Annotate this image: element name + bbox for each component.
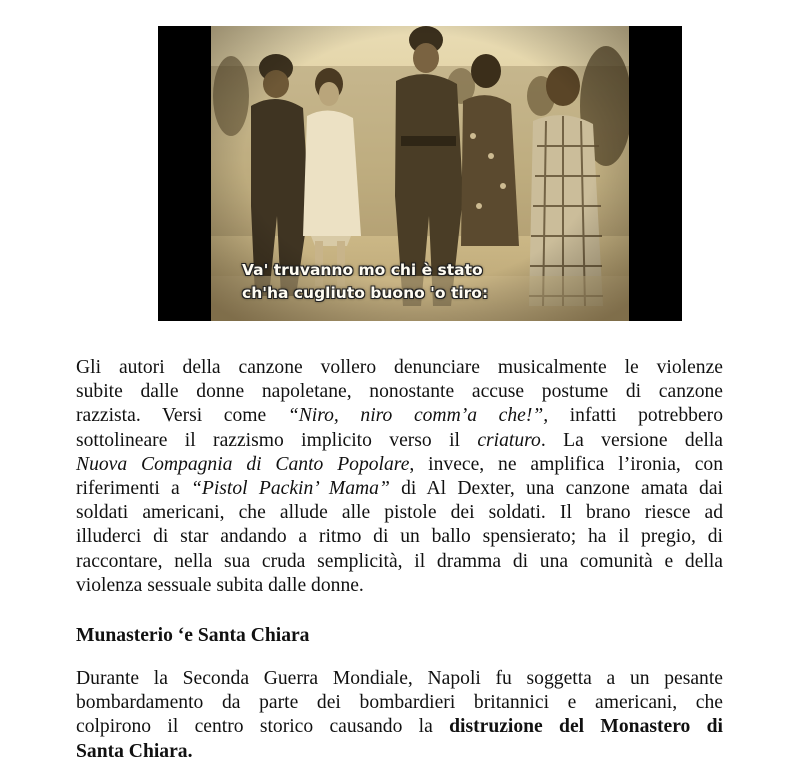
- text-line: bombardamento da parte dei bombardieri britannici e americani, che: [76, 692, 723, 714]
- section-heading: Munasterio ‘e Santa Chiara: [76, 625, 310, 646]
- text-line: Durante la Seconda Guerra Mondiale, Napoli fu soggetta a un pesante: [76, 668, 723, 689]
- subtitle-line: ch'ha cugliuto buono 'o tiro:: [242, 284, 489, 302]
- italic-song-title: “Pistol Packin’ Mama”: [191, 478, 390, 500]
- text-line: soldati americani, che allude alle pistole dei soldati. Il brano riesce ad: [76, 502, 723, 524]
- text-line: subite dalle donne napoletane, nonostante accuse postume di canzone: [76, 381, 723, 403]
- paragraph-santa-chiara: [76, 667, 723, 764]
- quoted-verse: “Niro, niro comm’a che!”,: [287, 405, 549, 427]
- text-line: riferimenti a “Pistol Packin’ Mama” di Al Dexter, una canzone amata dai: [76, 478, 723, 500]
- video-subtitles: [158, 259, 682, 305]
- text-line: colpirono il centro storico causando la distruzione del Monastero di: [76, 716, 723, 738]
- bold-phrase: distruzione del Monastero di: [449, 716, 723, 738]
- text-line: sottolineare il razzismo implicito verso il criaturo. La versione della: [76, 429, 724, 451]
- text-line: illuderci di star andando a ritmo di un ballo spensierato; ha il pregio, di: [76, 526, 723, 548]
- italic-term: criaturo: [477, 429, 541, 451]
- paragraph-song-analysis: [76, 356, 723, 598]
- text-line: raccontare, nella sua cruda semplicità, il dramma di una comunità e della: [76, 550, 723, 572]
- text-line: Gli autori della canzone vollero denunciare musicalmente le violenze: [76, 357, 723, 378]
- italic-ensemble-name: Nuova Compagnia di Canto Popolare: [76, 453, 410, 475]
- text-line: violenza sessuale subita dalle donne.: [76, 574, 364, 596]
- text-line: Nuova Compagnia di Canto Popolare, invece, ne amplifica l’ironia, con: [76, 453, 723, 475]
- video-frame[interactable]: [158, 26, 682, 321]
- subtitle-line: Va' truvanno mo chi è stato: [242, 261, 483, 279]
- text-line: Santa Chiara.: [76, 740, 193, 762]
- text-line: razzista. Versi come “Niro, niro comm’a che!”, infatti potrebbero: [76, 405, 723, 427]
